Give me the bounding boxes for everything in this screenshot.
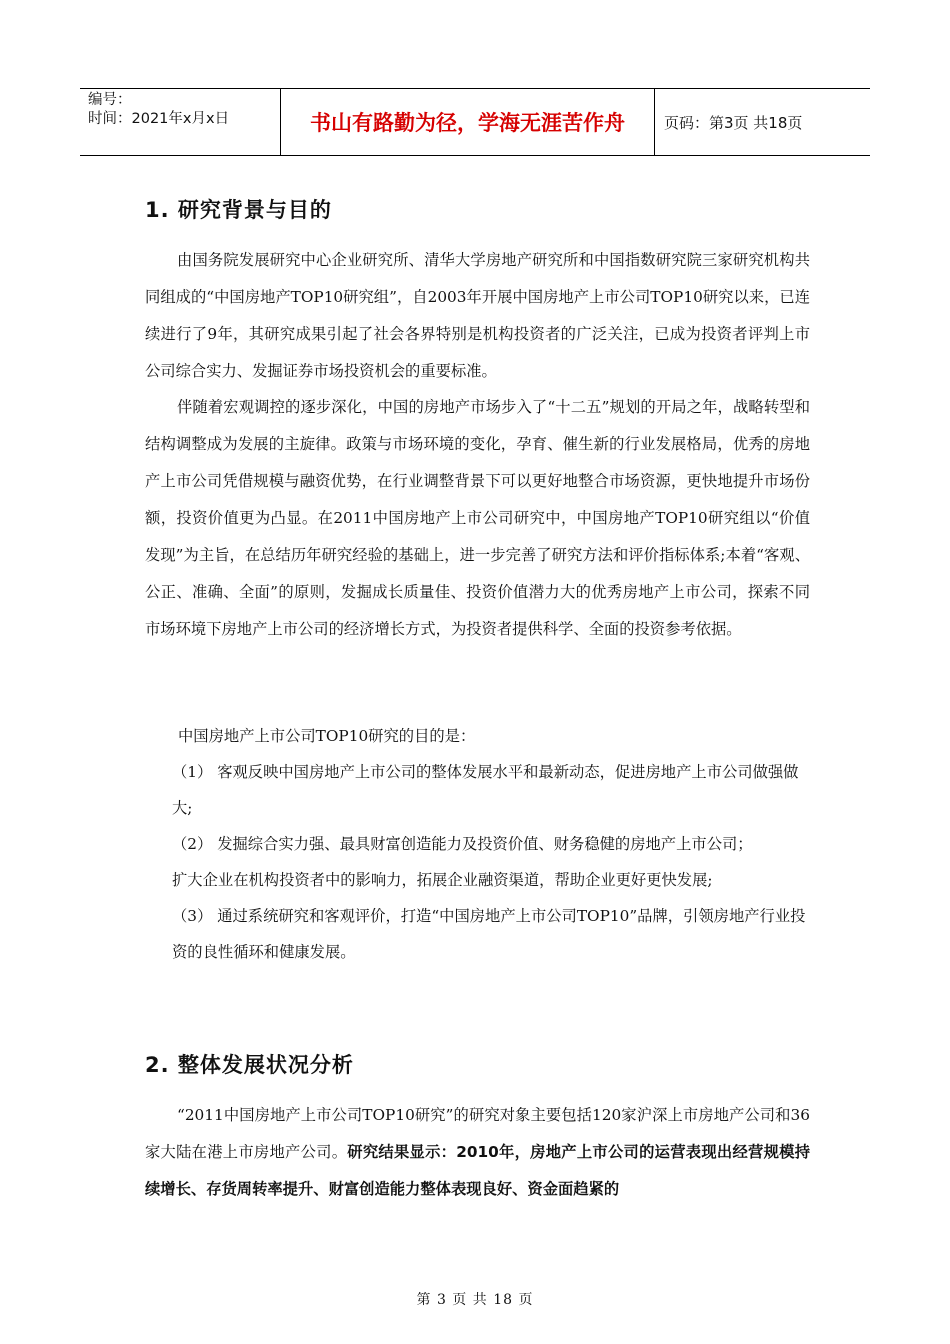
header-page-info: 页码：第3页 共18页 xyxy=(664,113,803,132)
section-2-paragraph-1 xyxy=(145,1097,810,1208)
purpose-item-2: （2） 发掘综合实力强、最具财富创造能力及投资价值、财务稳健的房地产上市公司； xyxy=(172,835,753,853)
purpose-item-2-cont: 扩大企业在机构投资者中的影响力，拓展企业融资渠道，帮助企业更好更快发展; xyxy=(172,871,713,889)
section-2-paragraph-bold: 研究结果显示：2010年，房地产上市公司的运营表现出经营规模持续增长、存货周转率提升、财富创造能力整体表现良好、资金面趋紧的 xyxy=(145,1143,810,1198)
section-1-paragraph-2: 伴随着宏观调控的逐步深化，中国的房地产市场步入了“十二五”规划的开局之年，战略转型和结构调整成为发展的主旋律。政策与市场环境的变化，孕育、催生新的行业发展格局，优秀的房地产上市公司凭借规模与融资优势，在行业调整背景下可以更好地整合市场资源，更快地提升市场份额，投资价值更为凸显。在2011中国房地产上市公司研究中，中国房地产TOP10研究组以“价值发现”为主旨，在总结历年研究经验的基础上，进一步完善了研究方法和评价指标体系;本着“客观、公正、准确、全面”的原则，发掘成长质量佳、投资价值潜力大的优秀房地产上市公司，探索不同市场环境下房地产上市公司的经济增长方式，为投资者提供科学、全面的投资参考依据。 xyxy=(145,398,810,638)
purpose-item-1: （1） 客观反映中国房地产上市公司的整体发展水平和最新动态，促进房地产上市公司做强做大; xyxy=(172,763,799,817)
page-footer: 第 3 页 共 18 页 xyxy=(416,1292,534,1308)
document-number-label: 编号： xyxy=(88,92,132,108)
purpose-list xyxy=(172,718,812,970)
header-meta xyxy=(80,89,281,155)
section-1-paragraph-1: 由国务院发展研究中心企业研究所、清华大学房地产研究所和中国指数研究院三家研究机构共同组成的“中国房地产TOP10研究组”，自2003年开展中国房地产上市公司TOP10研究以来，已连续进行了9年，其研究成果引起了社会各界特别是机构投资者的广泛关注，已成为投资者评判上市公司综合实力、发掘证券市场投资机会的重要标准。 xyxy=(145,251,810,380)
purpose-intro: 中国房地产上市公司TOP10研究的目的是： xyxy=(178,727,476,745)
section-2-paragraph-normal: “2011中国房地产上市公司TOP10研究”的研究对象主要包括120家沪深上市房地产公司和36家大陆在港上市房地产公司。 xyxy=(145,1106,810,1161)
purpose-item-3: （3） 通过系统研究和客观评价，打造“中国房地产上市公司TOP10”品牌，引领房地产行业投资的良性循环和健康发展。 xyxy=(172,907,806,961)
section-1-title: 1. 研究背景与目的 xyxy=(145,198,332,222)
section-2-title: 2. 整体发展状况分析 xyxy=(145,1053,354,1077)
page-header xyxy=(80,88,870,156)
header-motto: 书山有路勤为径，学海无涯苦作舟 xyxy=(281,89,655,155)
document-time-label: 时间：2021年x月x日 xyxy=(88,111,230,127)
